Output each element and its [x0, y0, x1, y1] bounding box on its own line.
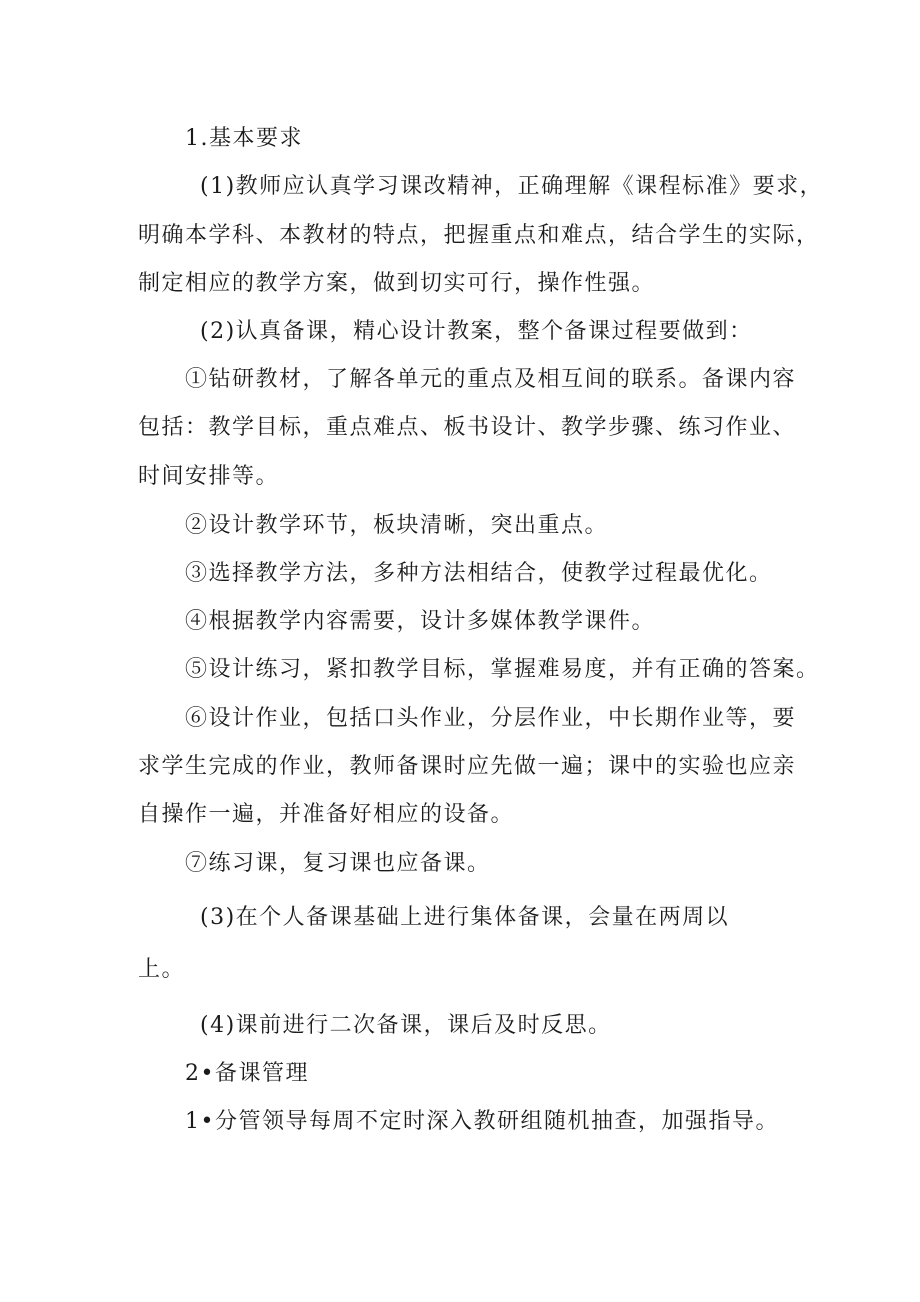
subitem-1-line-3: 时间安排等。 [138, 464, 280, 489]
paragraph-3-line-1: (3)在个人备课基础上进行集体备课，会量在两周以 [200, 905, 730, 930]
section-heading-lesson-prep-management: 2•备课管理 [185, 1061, 309, 1086]
subitem-1-line-2: 包括：教学目标，重点难点、板书设计、教学步骤、练习作业、 [138, 415, 797, 440]
paragraph-3-line-2: 上。 [138, 957, 186, 982]
paragraph-1-line-2: 明确本学科、本教材的特点，把握重点和难点，结合学生的实际， [138, 223, 820, 248]
paragraph-4: (4)课前进行二次备课，课后及时反思。 [200, 1013, 612, 1038]
subitem-6-line-2: 求学生完成的作业，教师备课时应先做一遍；课中的实验也应亲 [138, 754, 797, 779]
paragraph-1-line-3: 制定相应的教学方案，做到切实可行，操作性强。 [138, 271, 656, 296]
section-heading-basic-requirements: 1.基本要求 [185, 126, 303, 151]
subitem-3: ③选择教学方法，多种方法相结合，使教学过程最优化。 [185, 561, 773, 586]
subitem-4: ④根据教学内容需要，设计多媒体教学课件。 [185, 609, 656, 634]
subitem-7: ⑦练习课，复习课也应备课。 [185, 851, 491, 876]
subitem-5: ⑤设计练习，紧扣教学目标，掌握难易度，并有正确的答案。 [185, 657, 820, 682]
subitem-2: ②设计教学环节，板块清晰，突出重点。 [185, 513, 609, 538]
subitem-6-line-1: ⑥设计作业，包括口头作业，分层作业，中长期作业等，要 [185, 706, 797, 731]
paragraph-1-line-1: (1)教师应认真学习课改精神，正确理解《课程标准》要求， [200, 174, 824, 199]
subitem-6-line-3: 自操作一遍，并准备好相应的设备。 [138, 802, 515, 827]
management-item-1: 1•分管领导每周不定时深入教研组随机抽查，加强指导。 [185, 1109, 779, 1134]
paragraph-2: (2)认真备课，精心设计教案，整个备课过程要做到： [200, 319, 753, 344]
subitem-1-line-1: ①钻研教材，了解各单元的重点及相互间的联系。备课内容 [185, 367, 797, 392]
